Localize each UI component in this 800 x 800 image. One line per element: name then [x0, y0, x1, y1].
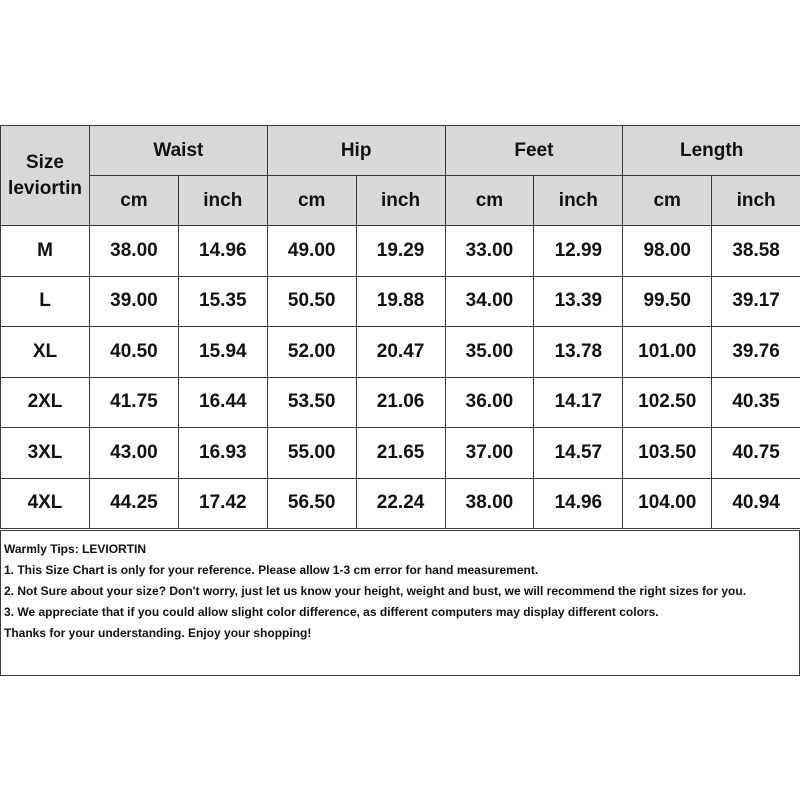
size-cell: 4XL — [1, 478, 90, 529]
size-cell: M — [1, 226, 90, 277]
header-unit-row — [1, 176, 800, 226]
value-cell: 41.75 — [90, 377, 179, 428]
value-cell: 38.00 — [90, 226, 179, 277]
value-cell: 36.00 — [445, 377, 534, 428]
value-cell: 39.17 — [712, 276, 800, 327]
table-row — [1, 478, 800, 529]
size-header-line1: Size — [25, 151, 65, 173]
value-cell: 44.25 — [90, 478, 179, 529]
value-cell: 39.00 — [90, 276, 179, 327]
tips-line-4: Thanks for your understanding. Enjoy your shopping! — [4, 626, 312, 640]
value-cell: 52.00 — [267, 327, 356, 378]
value-cell: 103.50 — [623, 428, 712, 479]
length-group-header: Length — [623, 126, 800, 176]
value-cell: 102.50 — [623, 377, 712, 428]
size-cell: 3XL — [1, 428, 90, 479]
size-cell: XL — [1, 327, 90, 378]
value-cell: 39.76 — [712, 327, 800, 378]
value-cell: 38.58 — [712, 226, 800, 277]
tips-line-3: 3. We appreciate that if you could allow slight color difference, as different computers may display different colors. — [4, 605, 659, 619]
value-cell: 49.00 — [267, 226, 356, 277]
size-cell: L — [1, 276, 90, 327]
value-cell: 33.00 — [445, 226, 534, 277]
value-cell: 20.47 — [356, 327, 445, 378]
unit-header: cm — [90, 176, 179, 226]
value-cell: 56.50 — [267, 478, 356, 529]
unit-header: inch — [356, 176, 445, 226]
value-cell: 40.50 — [90, 327, 179, 378]
value-cell: 12.99 — [534, 226, 623, 277]
value-cell: 15.94 — [178, 327, 267, 378]
size-chart-table — [0, 125, 800, 529]
size-column-header — [1, 126, 90, 226]
unit-header: inch — [534, 176, 623, 226]
value-cell: 53.50 — [267, 377, 356, 428]
value-cell: 40.94 — [712, 478, 800, 529]
value-cell: 14.96 — [534, 478, 623, 529]
header-group-row — [1, 126, 800, 176]
value-cell: 35.00 — [445, 327, 534, 378]
table-row — [1, 377, 800, 428]
value-cell: 37.00 — [445, 428, 534, 479]
value-cell: 101.00 — [623, 327, 712, 378]
tips-heading: Warmly Tips: LEVIORTIN — [4, 542, 147, 556]
table-row — [1, 226, 800, 277]
value-cell: 43.00 — [90, 428, 179, 479]
value-cell: 14.96 — [178, 226, 267, 277]
value-cell: 21.06 — [356, 377, 445, 428]
tips-line-1: 1. This Size Chart is only for your reference. Please allow 1-3 cm error for hand measurement. — [4, 563, 539, 577]
value-cell: 19.29 — [356, 226, 445, 277]
unit-header: cm — [623, 176, 712, 226]
value-cell: 13.78 — [534, 327, 623, 378]
unit-header: inch — [712, 176, 800, 226]
hip-group-header: Hip — [267, 126, 445, 176]
table-row — [1, 276, 800, 327]
value-cell: 21.65 — [356, 428, 445, 479]
size-header-line2: leviortin — [8, 177, 82, 199]
value-cell: 99.50 — [623, 276, 712, 327]
size-cell: 2XL — [1, 377, 90, 428]
value-cell: 14.57 — [534, 428, 623, 479]
value-cell: 22.24 — [356, 478, 445, 529]
unit-header: cm — [267, 176, 356, 226]
value-cell: 16.93 — [178, 428, 267, 479]
value-cell: 19.88 — [356, 276, 445, 327]
value-cell: 40.35 — [712, 377, 800, 428]
tips-line-2: 2. Not Sure about your size? Don't worry, just let us know your height, weight and bust, we will recommend the right sizes for you. — [4, 584, 747, 598]
waist-group-header: Waist — [90, 126, 268, 176]
value-cell: 13.39 — [534, 276, 623, 327]
value-cell: 34.00 — [445, 276, 534, 327]
table-row — [1, 327, 800, 378]
unit-header: cm — [445, 176, 534, 226]
value-cell: 55.00 — [267, 428, 356, 479]
feet-group-header: Feet — [445, 126, 623, 176]
value-cell: 14.17 — [534, 377, 623, 428]
unit-header: inch — [178, 176, 267, 226]
value-cell: 17.42 — [178, 478, 267, 529]
value-cell: 16.44 — [178, 377, 267, 428]
value-cell: 38.00 — [445, 478, 534, 529]
value-cell: 98.00 — [623, 226, 712, 277]
table-row — [1, 428, 800, 479]
value-cell: 50.50 — [267, 276, 356, 327]
value-cell: 40.75 — [712, 428, 800, 479]
warm-tips-box — [0, 530, 800, 676]
value-cell: 104.00 — [623, 478, 712, 529]
value-cell: 15.35 — [178, 276, 267, 327]
